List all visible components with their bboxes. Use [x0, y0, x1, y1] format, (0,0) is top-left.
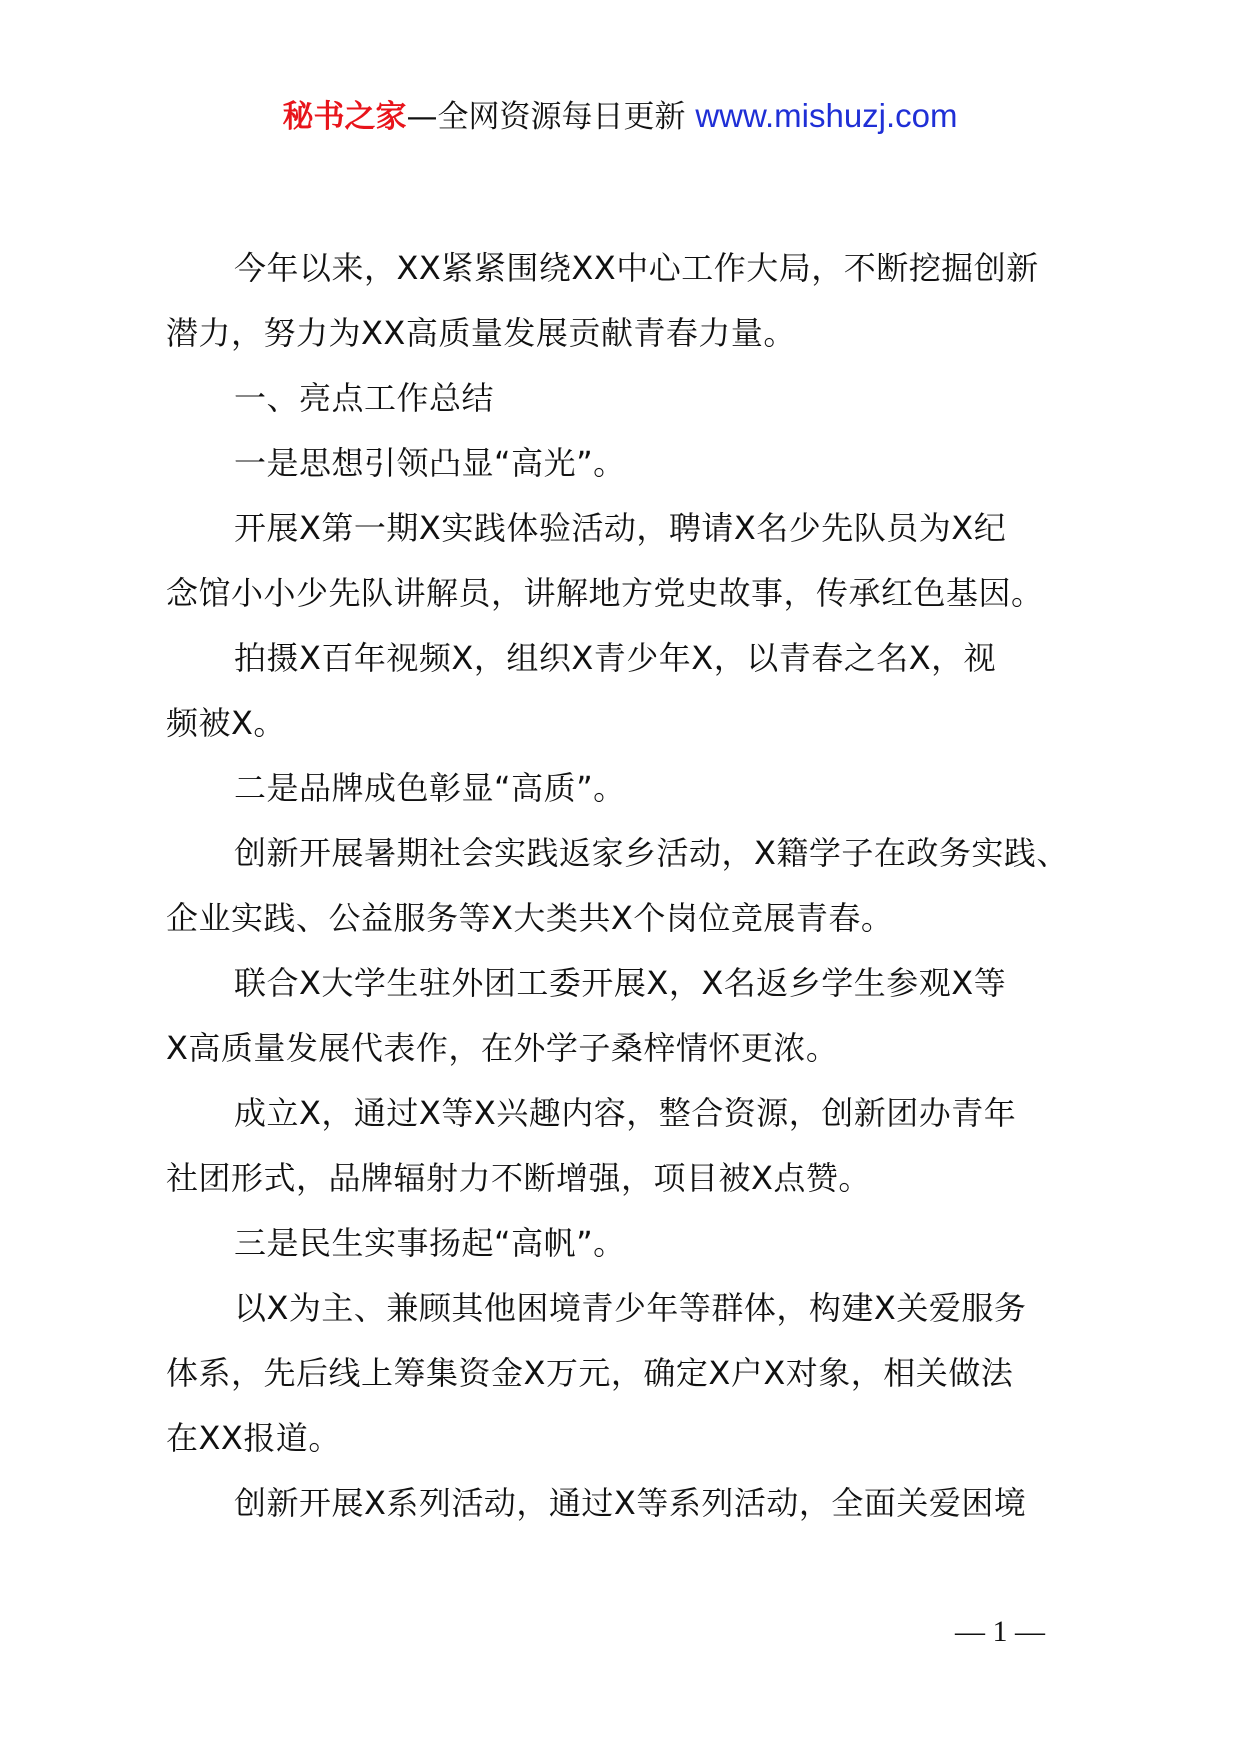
brand-name: 秘书之家 [282, 99, 407, 135]
paragraph-line: 创新开展X系列活动，通过X等系列活动，全面关爱困境 [234, 1484, 1027, 1522]
paragraph-line: 拍摄X百年视频X，组织X青少年X，以青春之名X，视 [234, 639, 997, 677]
page-number: — 1 — [955, 1615, 1045, 1648]
paragraph-line: 在XX报道。 [166, 1419, 341, 1457]
intro-line-1: 今年以来，XX紧紧围绕XX中心工作大局，不断挖掘创新 [234, 249, 1039, 287]
intro-line-2: 潜力，努力为XX高质量发展贡献青春力量。 [166, 314, 796, 352]
paragraph-line: 联合X大学生驻外团工委开展X，X名返乡学生参观X等 [234, 964, 1007, 1002]
site-url[interactable]: www.mishuzj.com [695, 97, 958, 134]
paragraph-line: X高质量发展代表作，在外学子桑梓情怀更浓。 [166, 1029, 839, 1067]
paragraph-line: 成立X，通过X等X兴趣内容，整合资源，创新团办青年 [234, 1094, 1017, 1132]
paragraph-line: 念馆小小少先队讲解员，讲解地方党史故事，传承红色基因。 [166, 574, 1044, 612]
subheading-1: 一是思想引领凸显“高光”。 [234, 444, 626, 482]
header-slogan: —全网资源每日更新 [406, 99, 686, 135]
paragraph-line: 体系，先后线上筹集资金X万元，确定X户X对象，相关做法 [166, 1354, 1014, 1392]
paragraph-line: 社团形式，品牌辐射力不断增强，项目被X点赞。 [166, 1159, 871, 1197]
site-header [0, 96, 1240, 137]
document-body [166, 236, 1086, 1536]
paragraph-line: 企业实践、公益服务等X大类共X个岗位竞展青春。 [166, 899, 894, 937]
subheading-3: 三是民生实事扬起“高帆”。 [234, 1224, 626, 1262]
paragraph-line: 开展X第一期X实践体验活动，聘请X名少先队员为X纪 [234, 509, 1007, 547]
paragraph-line: 以X为主、兼顾其他困境青少年等群体，构建X关爱服务 [234, 1289, 1027, 1327]
paragraph-line: 创新开展暑期社会实践返家乡活动，X籍学子在政务实践、 [234, 834, 1069, 872]
paragraph-line: 频被X。 [166, 704, 286, 742]
section-heading: 一、亮点工作总结 [234, 379, 495, 417]
subheading-2: 二是品牌成色彰显“高质”。 [234, 769, 626, 807]
